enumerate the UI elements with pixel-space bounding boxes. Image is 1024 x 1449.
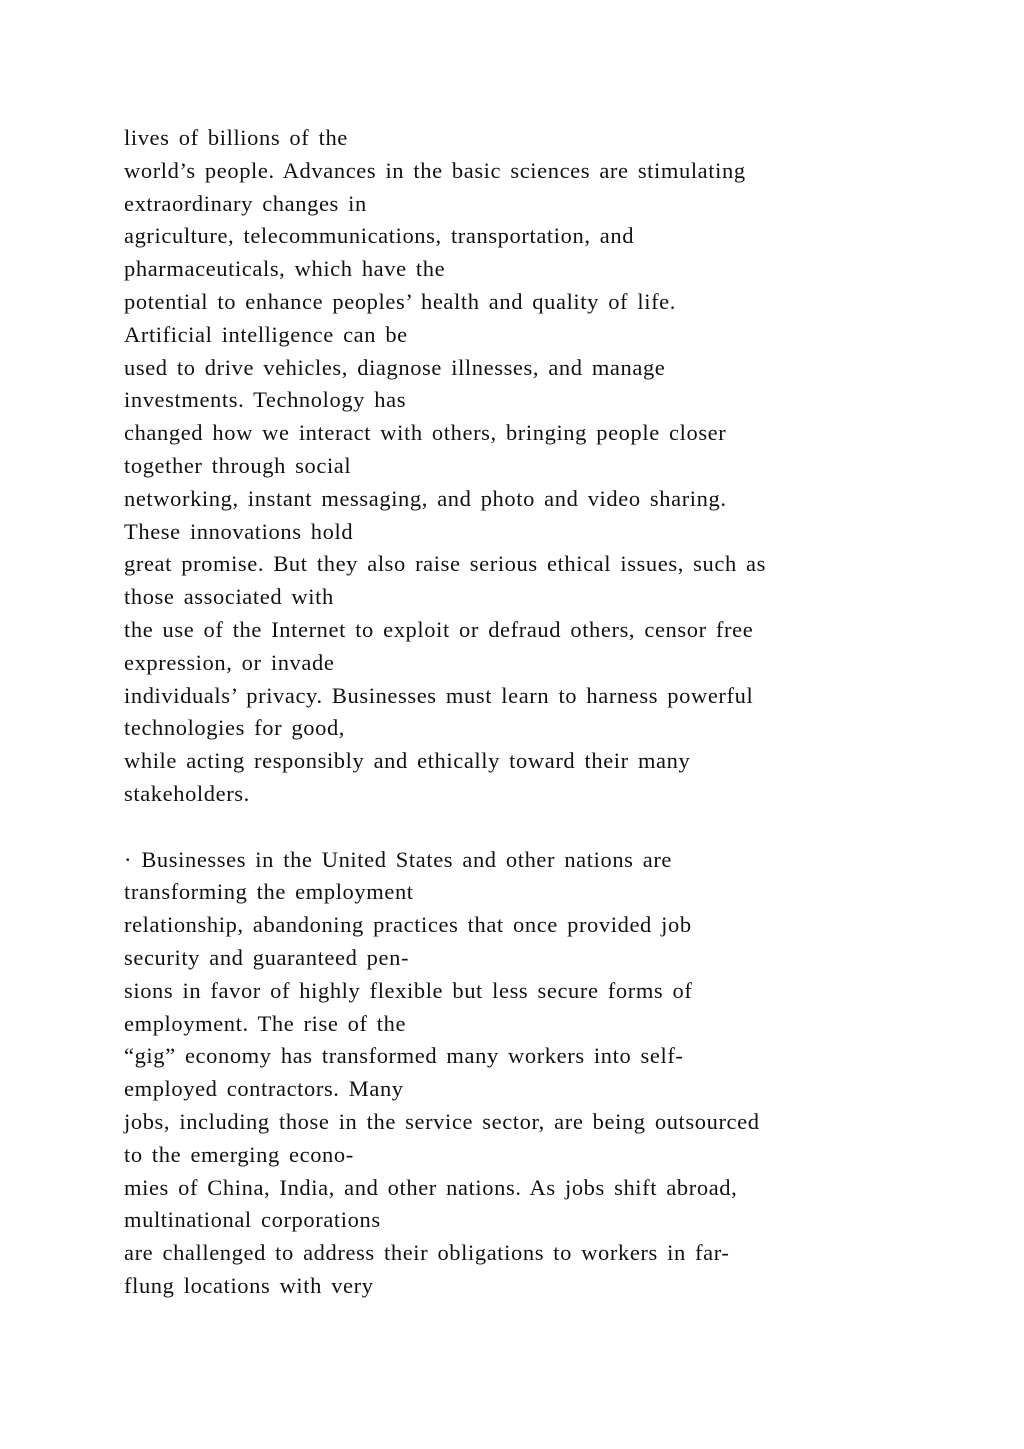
text-line: multinational corporations bbox=[124, 1207, 381, 1233]
text-line: expression, or invade bbox=[124, 649, 335, 675]
text-line: relationship, abandoning practices that once provided job bbox=[124, 912, 692, 938]
text-line: transforming the employment bbox=[124, 879, 414, 905]
text-line: security and guaranteed pen- bbox=[124, 944, 410, 970]
text-line: employment. The rise of the bbox=[124, 1010, 407, 1036]
text-line: employed contractors. Many bbox=[124, 1076, 404, 1102]
text-line: These innovations hold bbox=[124, 518, 354, 544]
text-line: mies of China, India, and other nations. As jobs shift abroad, bbox=[124, 1174, 738, 1200]
text-line: “gig” economy has transformed many workers into self- bbox=[124, 1043, 684, 1069]
paragraph-technology bbox=[124, 122, 984, 811]
text-line: networking, instant messaging, and photo and video sharing. bbox=[124, 485, 727, 511]
text-line: Artificial intelligence can be bbox=[124, 321, 408, 347]
paragraph-employment bbox=[124, 844, 984, 1303]
text-line: extraordinary changes in bbox=[124, 190, 367, 216]
text-line: while acting responsibly and ethically toward their many bbox=[124, 748, 691, 774]
text-line: pharmaceuticals, which have the bbox=[124, 256, 446, 282]
document-text bbox=[124, 122, 984, 1303]
text-line: agriculture, telecommunications, transportation, and bbox=[124, 223, 635, 249]
text-line: individuals’ privacy. Businesses must learn to harness powerful bbox=[124, 682, 754, 708]
text-line: sions in favor of highly flexible but less secure forms of bbox=[124, 977, 693, 1003]
text-line: are challenged to address their obligations to workers in far- bbox=[124, 1240, 730, 1266]
text-line: jobs, including those in the service sector, are being outsourced bbox=[124, 1108, 760, 1134]
text-line: lives of billions of the bbox=[124, 125, 348, 150]
text-line: the use of the Internet to exploit or defraud others, censor free bbox=[124, 616, 754, 642]
text-line: investments. Technology has bbox=[124, 387, 407, 413]
text-line: changed how we interact with others, bringing people closer bbox=[124, 420, 727, 446]
text-line: to the emerging econo- bbox=[124, 1141, 354, 1167]
text-line: potential to enhance peoples’ health and quality of life. bbox=[124, 288, 676, 314]
text-line: together through social bbox=[124, 452, 352, 478]
text-line: great promise. But they also raise serious ethical issues, such as bbox=[124, 551, 766, 577]
text-line: world’s people. Advances in the basic sciences are stimulating bbox=[124, 157, 746, 183]
paragraph-gap bbox=[124, 811, 984, 844]
text-line: · Businesses in the United States and other nations are bbox=[124, 846, 673, 872]
text-line: technologies for good, bbox=[124, 715, 346, 741]
text-line: those associated with bbox=[124, 584, 334, 610]
text-line: stakeholders. bbox=[124, 780, 250, 806]
text-line: used to drive vehicles, diagnose illnesses, and manage bbox=[124, 354, 666, 380]
text-line: flung locations with very bbox=[124, 1272, 374, 1298]
